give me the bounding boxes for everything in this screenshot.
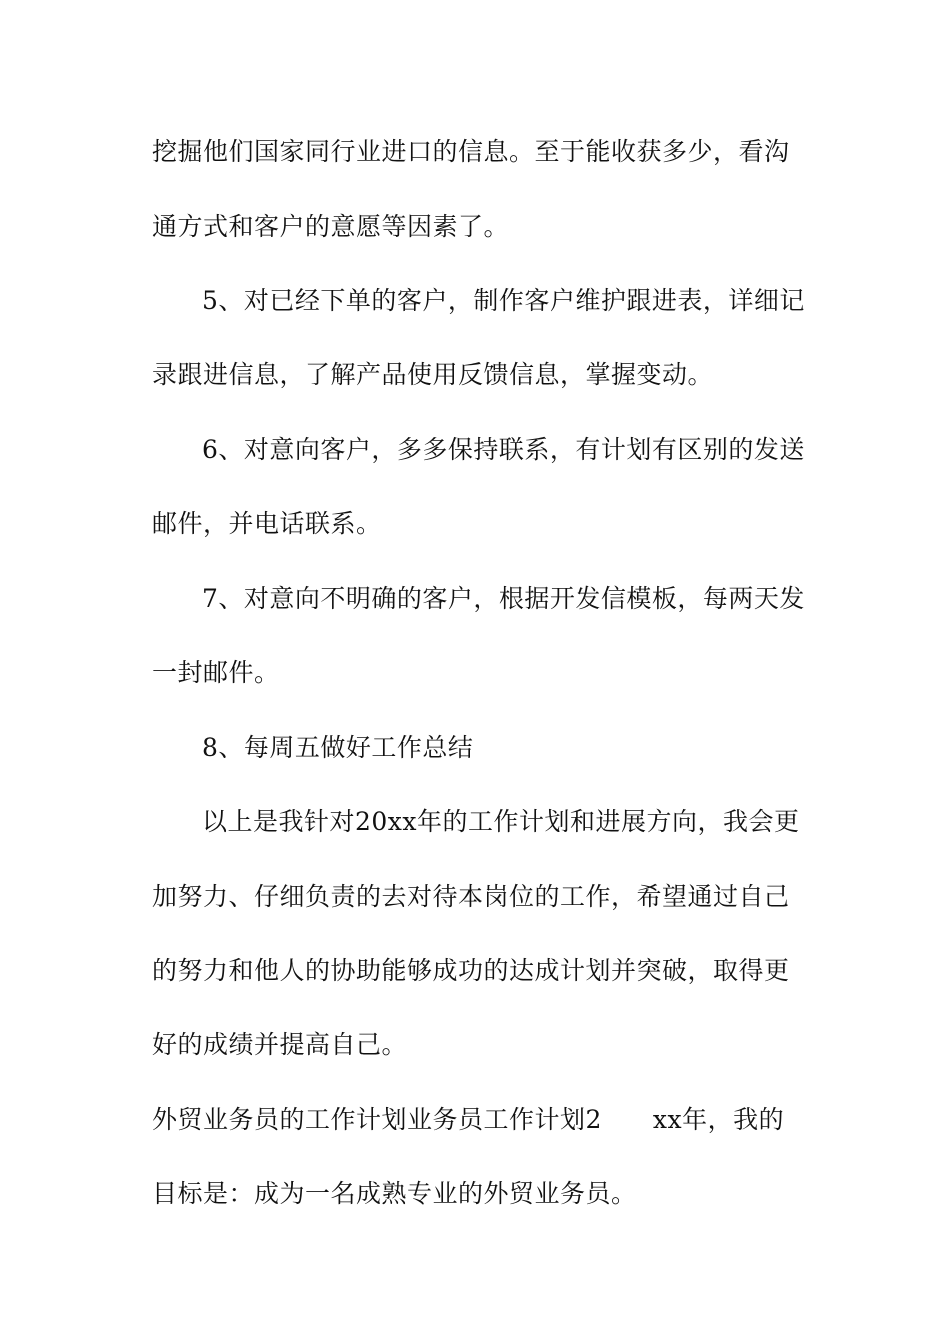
summary-paragraph-start: 以上是我针对20xx年的工作计划和进展方向，我会更 (202, 807, 800, 836)
list-item-6: 6、对意向客户，多多保持联系，有计划有区别的发送 (202, 435, 805, 464)
paragraph-line: 一封邮件。 (152, 658, 280, 687)
paragraph-line: 通方式和客户的意愿等因素了。 (152, 212, 510, 241)
paragraph-line: 好的成绩并提高自己。 (152, 1030, 408, 1059)
paragraph-line: 邮件，并电话联系。 (152, 509, 382, 538)
paragraph-line: 录跟进信息，了解产品使用反馈信息，掌握变动。 (152, 360, 714, 389)
section-heading-line: 外贸业务员的工作计划业务员工作计划2 xx年，我的 (152, 1105, 785, 1134)
list-item-7: 7、对意向不明确的客户，根据开发信模板，每两天发 (202, 584, 805, 613)
paragraph-line: 挖掘他们国家同行业进口的信息。至于能收获多少，看沟 (152, 137, 790, 166)
paragraph-line: 目标是：成为一名成熟专业的外贸业务员。 (152, 1179, 637, 1208)
paragraph-line: 加努力、仔细负责的去对待本岗位的工作，希望通过自己 (152, 882, 790, 911)
list-item-5: 5、对已经下单的客户，制作客户维护跟进表，详细记 (202, 286, 805, 315)
paragraph-line: 的努力和他人的协助能够成功的达成计划并突破，取得更 (152, 956, 790, 985)
list-item-8: 8、每周五做好工作总结 (202, 733, 474, 762)
